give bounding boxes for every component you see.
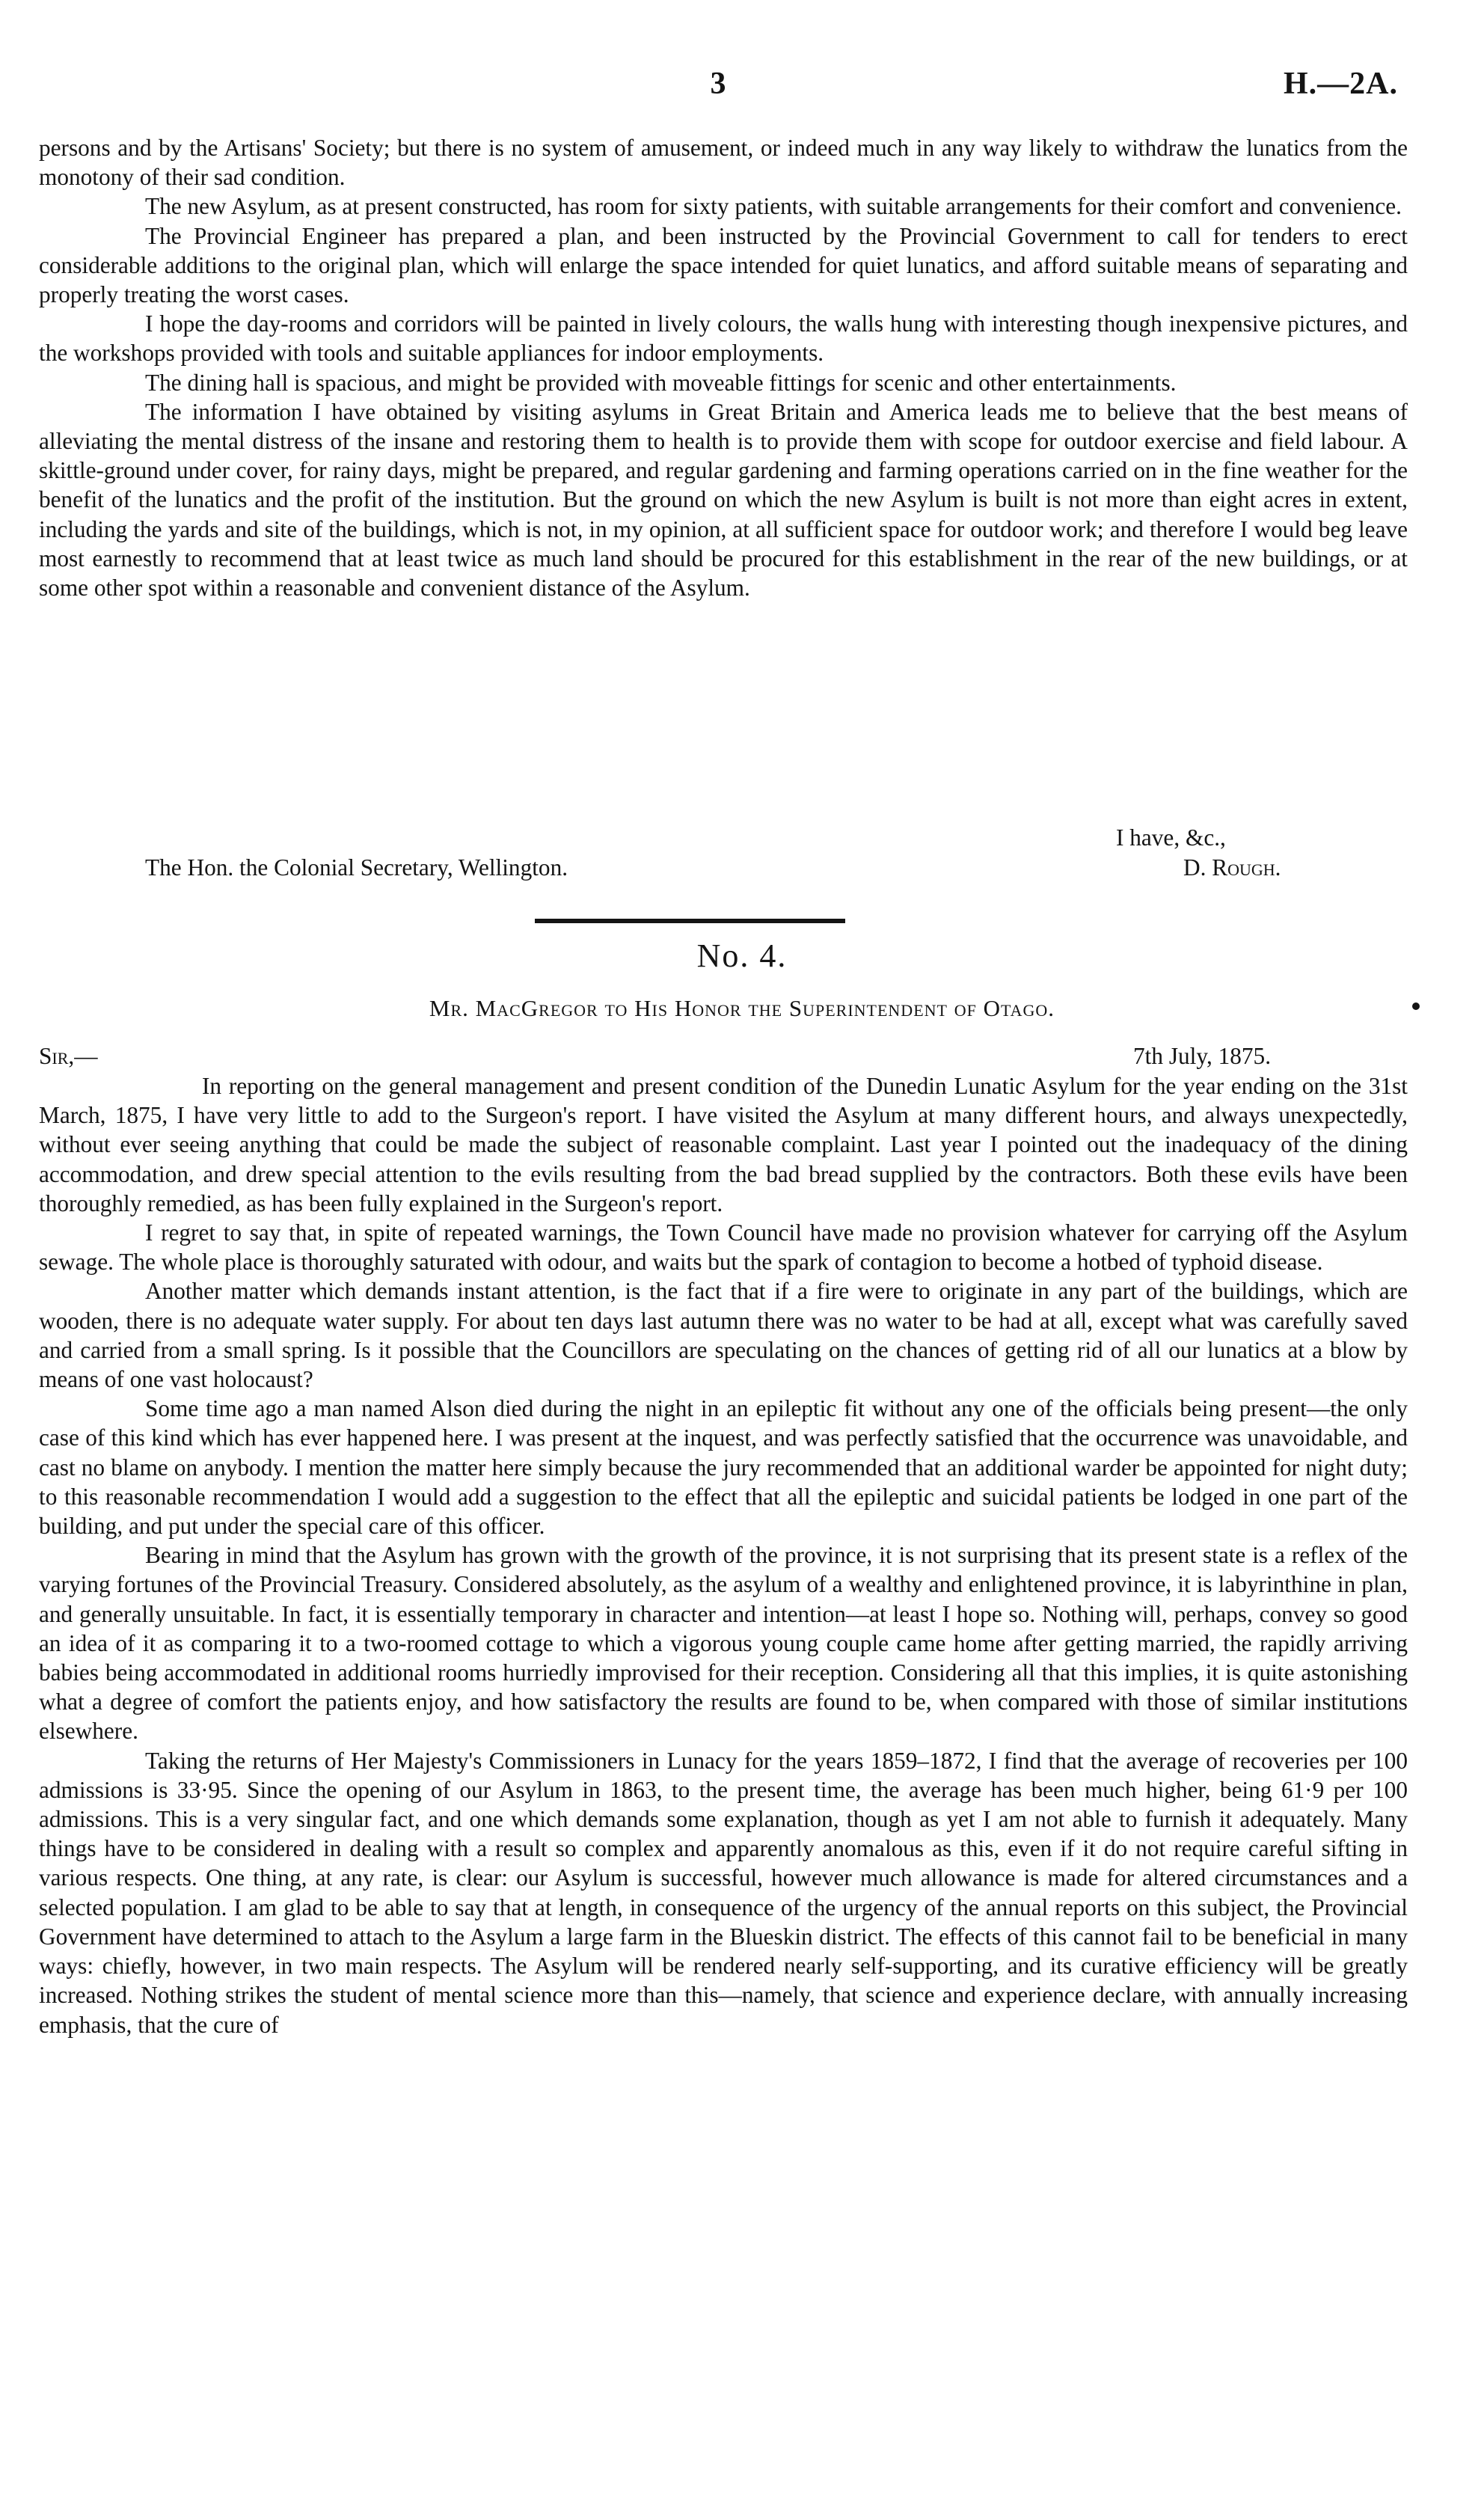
signature: D. Rough. (1183, 854, 1281, 881)
paragraph: I hope the day-rooms and corridors will be painted in lively colours, the walls hung with interesting though inexpensive pictures, and the workshops provided with tools and suitable appliances for indoor employments. (39, 310, 1408, 367)
letter-heading: Mr. MacGregor to His Honor the Superintendent of Otago. (429, 995, 1055, 1021)
page-header (0, 66, 1484, 111)
addressee: The Hon. the Colonial Secretary, Wellington. (145, 854, 568, 881)
letter-date: 7th July, 1875. (1133, 1043, 1272, 1069)
paragraph: Another matter which demands instant attention, is the fact that if a fire were to originate in any part of the buildings, which are wooden, there is no adequate water supply. For about ten days last autumn there was no water to be had at all, except what was carefully saved and carried from a small spring. Is it possible that the Councillors are speculating on the chances of getting rid of all our lunatics at a blow by means of one vast holocaust? (39, 1278, 1408, 1393)
closing-formula: I have, &c., (1116, 824, 1226, 851)
continued-letter-body (39, 133, 1408, 602)
paragraph: In reporting on the general management and present condition of the Dunedin Lunatic Asylum for the year ending on the 31st March, 1875, I have very little to add to the Surgeon's report. I have visited the Asylum at many different hours, and always unexpectedly, without ever seeing anything that could be made the subject of reasonable complaint. Last year I pointed out the inadequacy of the dining accommodation, and drew special attention to the evils resulting from the bad bread supplied by the contractors. Both these evils have been thoroughly remedied, as has been fully explained in the Surgeon's report. (39, 1073, 1408, 1216)
paragraph: The information I have obtained by visiting asylums in Great Britain and America leads me to believe that the best means of alleviating the mental distress of the insane and restoring them to health is to provide them with scope for outdoor exercise and field labour. A skittle-ground under cover, for rainy days, might be prepared, and regular gardening and farming operations carried on in the fine weather for the benefit of the lunatics and the profit of the institution. But the ground on which the new Asylum is built is not more than eight acres in extent, including the yards and site of the buildings, which is not, in my opinion, at all sufficient space for outdoor work; and therefore I would beg leave most earnestly to recommend that at least twice as much land should be procured for this establishment in the rear of the new buildings, or at some other spot within a reasonable and convenient distance of the Asylum. (39, 398, 1408, 601)
paragraph: persons and by the Artisans' Society; but there is no system of amusement, or indeed much in any way likely to withdraw the lunatics from the monotony of their sad condition. (39, 135, 1408, 191)
paragraph: I regret to say that, in spite of repeated warnings, the Town Council have made no provision whatever for carrying off the Asylum sewage. The whole place is thoroughly saturated with odour, and waits but the spark of contagion to become a hotbed of typhoid disease. (39, 1219, 1408, 1276)
paragraph: Bearing in mind that the Asylum has grown with the growth of the province, it is not surprising that its present state is a reflex of the varying fortunes of the Provincial Treasury. Considered absolutely, as the asylum of a wealthy and enlightened province, it is labyrinthine in plan, and generally unsuitable. In fact, it is essentially temporary in character and intention—at least I hope so. Nothing will, perhaps, convey so good an idea of it as comparing it to a two-roomed cottage to which a vigorous young couple came home after getting married, the rapidly arriving babies being accommodated in additional rooms hurriedly improvised for their reception. Considering all that this implies, it is quite astonishing what a degree of comfort the patients enjoy, and how satisfactory the results are found to be, when compared with those of similar institutions elsewhere. (39, 1542, 1408, 1745)
section-divider (535, 919, 845, 923)
paragraph: The Provincial Engineer has prepared a plan, and been instructed by the Provincial Government to call for tenders to erect considerable additions to the original plan, which will enlarge the space intended for quiet lunatics, and afford suitable means of separating and properly treating the worst cases. (39, 222, 1408, 308)
salutation: Sir,— (39, 1043, 98, 1069)
document-reference: H.—2A. (1284, 67, 1398, 101)
section-number: No. 4. (696, 937, 788, 974)
paragraph: Some time ago a man named Alson died during the night in an epileptic fit without any one of the officials being present—the only case of this kind which has ever happened here. I was present at the inquest, and was perfectly satisfied that the occurrence was unavoidable, and cast no blame on anybody. I mention the matter here simply because the jury recommended that an additional warder be appointed for night duty; to this reasonable recommendation I would add a suggestion to the effect that all the epileptic and suicidal patients be lodged in one part of the building, and put under the special care of this officer. (39, 1395, 1408, 1540)
paragraph: The new Asylum, as at present constructed, has room for sixty patients, with suitable arrangements for their comfort and convenience. (145, 193, 1402, 220)
page-number: 3 (710, 67, 726, 101)
paragraph: Taking the returns of Her Majesty's Commissioners in Lunacy for the years 1859–1872, I find that the average of recoveries per 100 admissions is 33·95. Since the opening of our Asylum in 1863, to the present time, the average has been much higher, being 61·9 per 100 admissions. This is a very singular fact, and one which demands some explanation, though as yet I am not able to furnish it adequately. Many things have to be considered in dealing with a result so complex and apparently anomalous as this, even if it do not require careful sifting in various respects. One thing, at any rate, is clear: our Asylum is successful, however much allowance is made for altered circumstances and a selected population. I am glad to be able to say that at length, in consequence of the urgency of the annual reports on this subject, the Provincial Government have determined to attach to the Asylum a large farm in the Blueskin district. The effects of this cannot fail to be beneficial in many ways: chiefly, however, in two main respects. The Asylum will be rendered nearly self-supporting, and its curative efficiency will be greatly increased. Nothing strikes the student of mental science more than this—namely, that science and experience declare, with annually increasing emphasis, that the cure of (39, 1747, 1408, 2038)
dot-mark (1412, 1002, 1420, 1010)
letter-closing-block (39, 823, 1408, 883)
paragraph: The dining hall is spacious, and might be provided with moveable fittings for scenic and other entertainments. (145, 369, 1177, 396)
letter-body (39, 1071, 1408, 2039)
